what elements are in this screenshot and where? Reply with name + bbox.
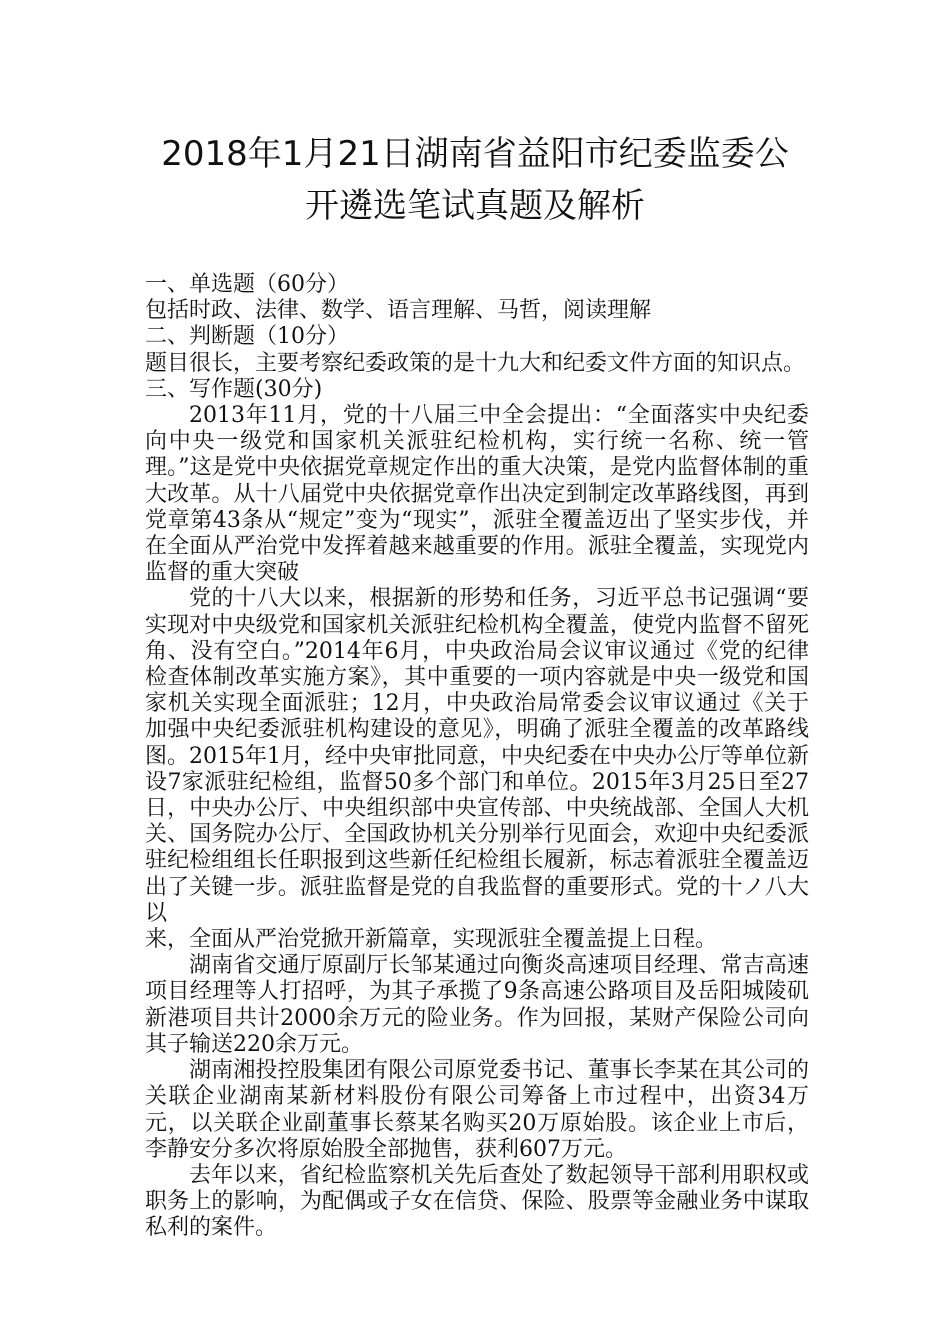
paragraph: 题目很长，主要考察纪委政策的是十九大和纪委文件方面的知识点。: [145, 350, 806, 376]
paragraph: 2013年11月，党的十八届三中全会提出：“全面落实中央纪委向中央一级党和国家机关派驻纪检机构，实行统一名称、统一管理。”这是党中央依据党章规定作出的重大决策，是党内监督体制的重大改革。从十八届党中央依据党章作出决定到制定改革路线图，再到党章第43条从“规定”变为“现实”，派驻全覆盖迈出了坚实步伐，并在全面从严治党中发挥着越来越重要的作用。派驻全覆盖，实现党内监督的重大突破: [145, 403, 809, 586]
paragraph: 党的十八大以来，根据新的形势和任务，习近平总书记强调“要实现对中央级党和国家机关派驻纪检机构全覆盖，使党内监督不留死角、没有空白。”2014年6月，中央政治局会议审议通过《党的纪律检查体制改革实施方案》，其中重要的一项内容就是中央一级党和国家机关实现全面派驻；12月，中央政治局常委会议审议通过《关于加强中央纪委派驻机构建设的意见》，明确了派驻全覆盖的改革路线图。2015年1月，经中央审批同意，中央纪委在中央办公厅等单位新设7家派驻纪检组，监督50多个部门和单位。2015年3月25日至27日，中央办公厅、中央组织部中央宣传部、中央统战部、全国人大机关、国务院办公厅、全国政协机关分别举行见面会，欢迎中央纪委派驻纪检组组长任职报到这些新任纪检组长履新，标志着派驻全覆盖迈出了关键一步。派驻监督是党的自我监督的重要形式。党的十ノ八大以: [145, 586, 809, 926]
title-line-2: 开遴选笔试真题及解析: [305, 186, 645, 226]
paragraph: 来，全面从严治党掀开新篇章，实现派驻全覆盖提上日程。: [145, 927, 718, 953]
paragraph: 去年以来，省纪检监察机关先后查处了数起领导干部利用职权或职务上的影响，为配偶或子女在信贷、保险、股票等金融业务中谋取私利的案件。: [145, 1162, 809, 1241]
section-heading-writing: 三、写作题(30分): [145, 376, 323, 402]
document-body: [145, 272, 809, 1242]
section-heading-single-choice: 一、单选题（60分）: [145, 272, 349, 297]
paragraph: 湖南湘投控股集团有限公司原党委书记、董事长李某在其公司的关联企业湖南某新材料股份有限公司筹备上市过程中，出资34万元，以关联企业副董事长蔡某名购买20万原始股。该企业上市后，李静安分多次将原始股全部抛售，获利607万元。: [145, 1058, 809, 1162]
document-title: [130, 128, 820, 232]
paragraph: 湖南省交通厅原副厅长邹某通过向衡炎高速项目经理、常吉高速项目经理等人打招呼，为其子承揽了9条高速公路项目及岳阳城陵矶新港项目共计2000余万元的险业务。作为回报，某财产保险公司向其子输送220余万元。: [145, 953, 809, 1057]
title-line-1: 2018年1月21日湖南省益阳市纪委监委公: [161, 134, 789, 174]
section-heading-true-false: 二、判断题（10分）: [145, 324, 349, 350]
paragraph: 包括时政、法律、数学、语言理解、马哲，阅读理解: [145, 298, 652, 324]
